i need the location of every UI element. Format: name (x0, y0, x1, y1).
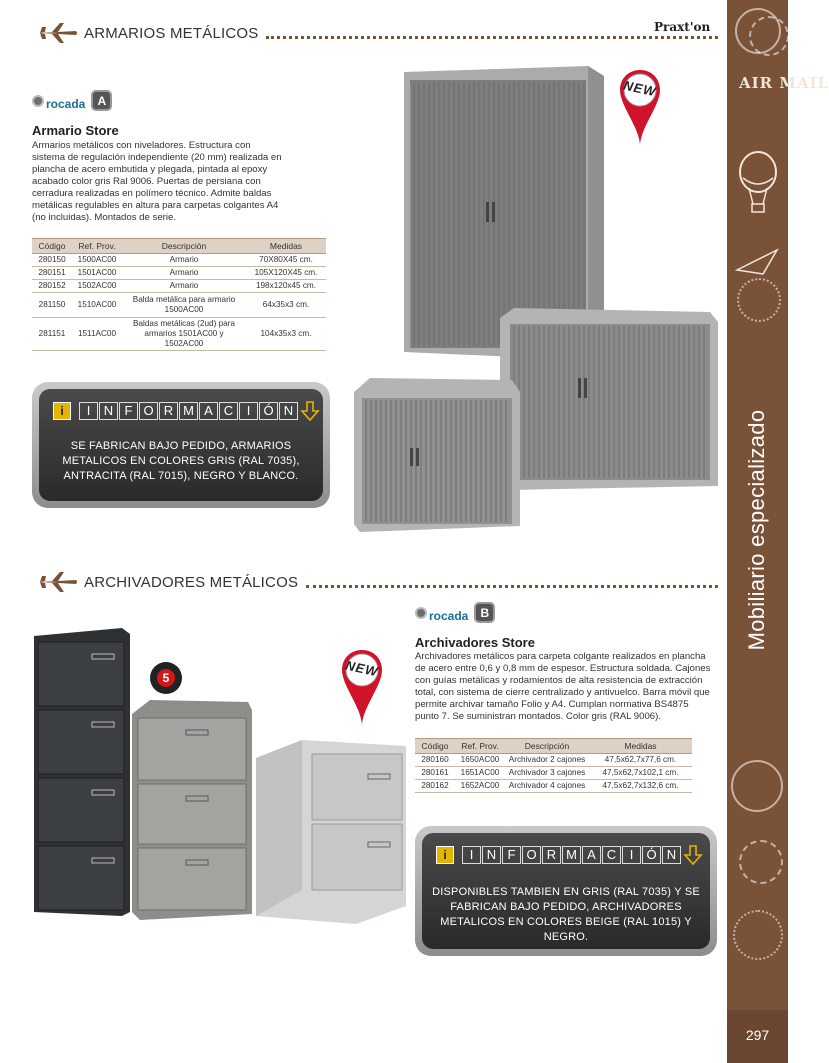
spec-table (32, 238, 326, 351)
brand-name: rocada (46, 96, 86, 111)
postmark-stamp-icon (733, 910, 783, 960)
rocada-logo (415, 602, 495, 623)
new-badge-text: NEW (622, 77, 658, 100)
info-heading (436, 845, 702, 865)
category-letter-badge: B (474, 602, 495, 623)
product-title: Armario Store (32, 123, 119, 138)
table-row (415, 780, 692, 793)
medium-cabinet-image (500, 308, 720, 492)
table-cell: 198x120x45 cm. (246, 280, 326, 293)
gear-icon (415, 607, 427, 619)
info-label-letter: N (662, 846, 681, 864)
airplane-icon (38, 571, 78, 593)
air-mail-stamp: AIR MAIL (739, 74, 829, 92)
column-header: Descripción (505, 739, 589, 754)
new-badge-text: NEW (344, 657, 380, 680)
info-label-letter: F (119, 402, 138, 420)
sidebar-vertical-title: Mobiliario especializado (744, 409, 769, 651)
table-cell: Baldas metálicas (2ud) para armarios 1501AC00 y 1502AC00 (122, 318, 246, 351)
column-header: Código (415, 739, 455, 754)
info-label-letter: N (279, 402, 298, 420)
new-pin-badge (340, 648, 384, 728)
table-row (32, 280, 326, 293)
product-description: Archivadores metálicos para carpeta colgante realizados en plancha de acero entre 0,6 y 0,8 mm de espesor. Estructura soldada. Cajones con guías metálicas y rodamientos de alta resistencia de extracción total, con sistema de cierre centralizado y antivuelco. Barra móvil que permite archivar tamaño Folio y A4. Cumplan normativa BS4875 punto 7. Se suministran montados. Color gris (RAL 9006). (415, 651, 711, 722)
table-cell: 280150 (32, 254, 72, 267)
info-label-letter: M (179, 402, 198, 420)
table-cell: Armario (122, 280, 246, 293)
table-cell: 281151 (32, 318, 72, 351)
category-letter-badge: A (91, 90, 112, 111)
light-filing-cabinet-image (252, 740, 410, 926)
table-cell: Armario (122, 267, 246, 280)
dotted-divider (306, 576, 718, 588)
column-header: Ref. Prov. (72, 239, 122, 254)
dotted-divider (266, 27, 718, 39)
info-label-letter: R (159, 402, 178, 420)
table-cell: 104x35x3 cm. (246, 318, 326, 351)
info-box (415, 826, 717, 956)
table-cell: 70X80X45 cm. (246, 254, 326, 267)
info-label-letter: I (79, 402, 98, 420)
page-number: 297 (745, 1027, 770, 1043)
grey-filing-cabinet-image (130, 700, 254, 920)
column-header: Medidas (246, 239, 326, 254)
info-label-letter: I (622, 846, 641, 864)
table-cell: 1501AC00 (72, 267, 122, 280)
postmark-stamp-icon (739, 840, 783, 884)
info-label (79, 402, 299, 420)
table-row (415, 767, 692, 780)
info-label-letter: I (462, 846, 481, 864)
info-box (32, 382, 330, 508)
column-header: Medidas (589, 739, 692, 754)
arrow-down-icon (301, 401, 319, 421)
table-cell: 1511AC00 (72, 318, 122, 351)
info-label-letter: C (602, 846, 621, 864)
table-cell: 1500AC00 (72, 254, 122, 267)
table-cell: 1652AC00 (455, 780, 505, 793)
section-header-archivadores (38, 570, 718, 594)
column-header: Código (32, 239, 72, 254)
info-label (462, 846, 682, 864)
section-header-armarios (38, 21, 718, 45)
table-header-row (415, 739, 692, 754)
product-description: Armarios metálicos con niveladores. Estructura con sistema de regulación independiente (20 mm) realizada en plancha de acero embutida y plegada, pintada al epoxy acabado color gris Ral 9006. Puertas de persiana con cerradura realizadas en polímero técnico. Admite baldas metálicas regulables en altura para carpetas colgantes A4 (no incluidas). Montados de serie. (32, 140, 282, 223)
table-cell: 105X120X45 cm. (246, 267, 326, 280)
info-label-letter: Ó (642, 846, 661, 864)
info-heading (53, 401, 319, 421)
rocada-logo (32, 90, 112, 111)
info-label-letter: N (99, 402, 118, 420)
table-row (32, 293, 326, 318)
column-header: Ref. Prov. (455, 739, 505, 754)
table-cell: Archivador 2 cajones (505, 754, 589, 767)
table-cell: 1650AC00 (455, 754, 505, 767)
table-cell: 64x35x3 cm. (246, 293, 326, 318)
table-cell: 47,5x62,7x132,6 cm. (589, 780, 692, 793)
section-title: ARMARIOS METÁLICOS (84, 24, 259, 42)
info-label-letter: I (239, 402, 258, 420)
table-cell: Balda metálica para armario 1500AC00 (122, 293, 246, 318)
black-filing-cabinet-image (30, 628, 134, 916)
table-cell: 280152 (32, 280, 72, 293)
balloon-icon (735, 150, 781, 220)
table-cell: 47,5x62,7x77,6 cm. (589, 754, 692, 767)
table-row (415, 754, 692, 767)
table-cell: Archivador 4 cajones (505, 780, 589, 793)
table-cell: 280162 (415, 780, 455, 793)
info-label-letter: A (582, 846, 601, 864)
product-title: Archivadores Store (415, 635, 535, 650)
info-label-letter: N (482, 846, 501, 864)
table-row (32, 254, 326, 267)
postmark-stamp-icon (737, 278, 781, 322)
info-label-letter: O (522, 846, 541, 864)
table-cell: 280160 (415, 754, 455, 767)
postmark-stamp-icon (731, 760, 783, 812)
sidebar (727, 0, 829, 1063)
arrow-down-icon (684, 845, 702, 865)
table-row (32, 267, 326, 280)
table-cell: 281150 (32, 293, 72, 318)
table-cell: Armario (122, 254, 246, 267)
table-cell: 1502AC00 (72, 280, 122, 293)
column-header: Descripción (122, 239, 246, 254)
small-cabinet-image (354, 378, 522, 534)
info-label-letter: Ó (259, 402, 278, 420)
info-label-letter: R (542, 846, 561, 864)
table-cell: 1510AC00 (72, 293, 122, 318)
section-title: ARCHIVADORES METÁLICOS (84, 573, 299, 591)
table-row (32, 318, 326, 351)
table-header-row (32, 239, 326, 254)
info-label-letter: O (139, 402, 158, 420)
plane-doodle-icon (733, 240, 783, 280)
table-cell: Archivador 3 cajones (505, 767, 589, 780)
new-pin-badge (618, 68, 662, 148)
info-label-letter: F (502, 846, 521, 864)
warranty-years-badge (150, 662, 182, 694)
warranty-years: 5 (157, 669, 175, 687)
spec-table (415, 738, 692, 793)
brand-logo: Praxt'on (654, 20, 711, 34)
info-icon: i (436, 846, 454, 864)
info-icon: i (53, 402, 71, 420)
info-label-letter: A (199, 402, 218, 420)
table-cell: 280151 (32, 267, 72, 280)
info-label-letter: C (219, 402, 238, 420)
table-cell: 1651AC00 (455, 767, 505, 780)
table-cell: 280161 (415, 767, 455, 780)
postmark-stamp-icon (749, 16, 789, 56)
brand-name: rocada (429, 608, 469, 623)
airplane-icon (38, 22, 78, 44)
info-text: DISPONIBLES TAMBIEN EN GRIS (RAL 7035) Y SE FABRICAN BAJO PEDIDO, ARCHIVADORES METALICOS EN COLORES BEIGE (RAL 1015) Y NEGRO. (432, 886, 700, 943)
gear-icon (32, 95, 44, 107)
info-label-letter: M (562, 846, 581, 864)
table-cell: 47,5x62,7x102,1 cm. (589, 767, 692, 780)
info-text: SE FABRICAN BAJO PEDIDO, ARMARIOS METALICOS EN COLORES GRIS (RAL 7035), ANTRACITA (RAL 7015), NEGRO Y BLANCO. (62, 440, 300, 482)
